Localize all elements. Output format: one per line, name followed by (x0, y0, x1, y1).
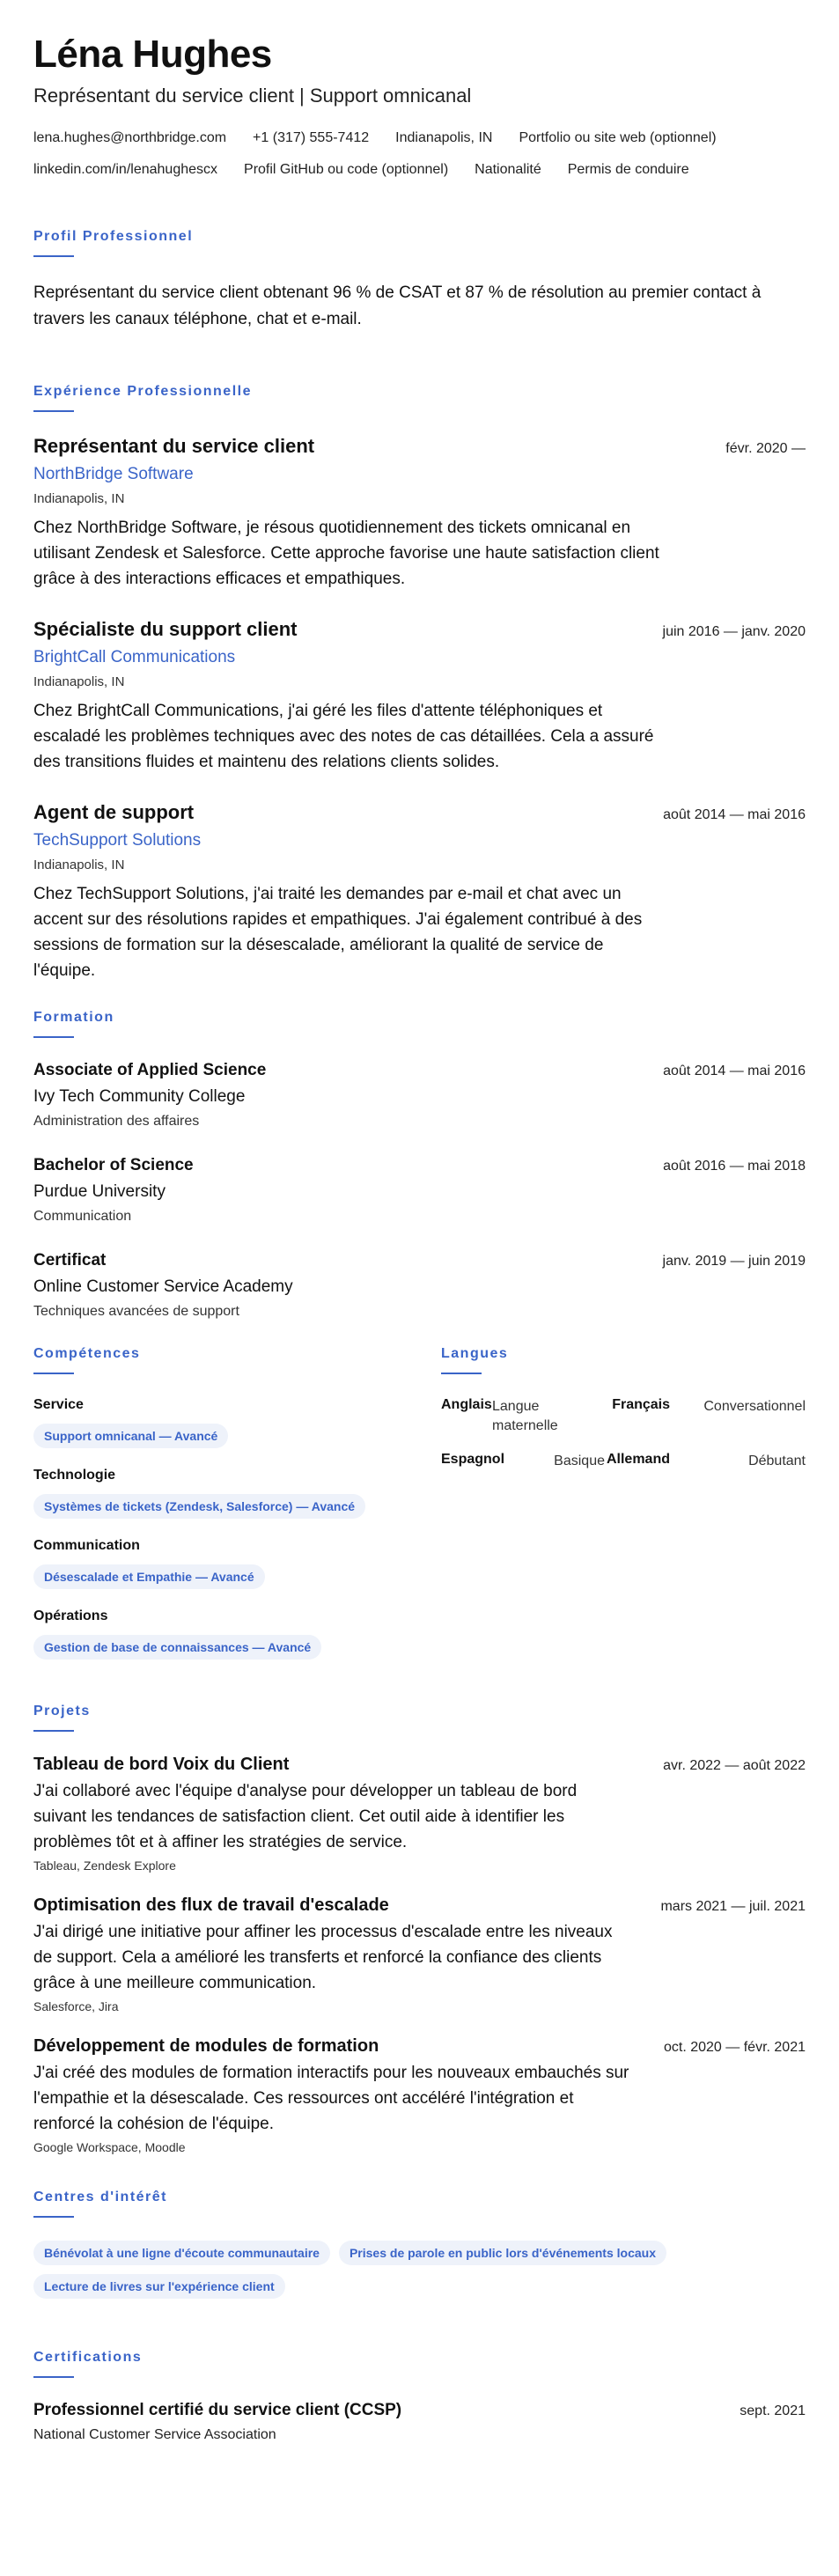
skill-group (33, 1608, 403, 1660)
contact-phone[interactable]: +1 (317) 555-7412 (253, 130, 370, 146)
school-name: Ivy Tech Community College (33, 1087, 246, 1107)
resume-header (33, 33, 806, 178)
project-tech: Tableau, Zendesk Explore (33, 1858, 176, 1873)
job-role: Agent de support (33, 801, 195, 824)
school-name: Purdue University (33, 1182, 166, 1202)
language-name: Espagnol (441, 1452, 505, 1468)
degree-date: août 2014 — mai 2016 (663, 1064, 806, 1079)
interest-chip: Lecture de livres sur l'expérience client (33, 2274, 285, 2299)
job-date: févr. 2020 — (725, 441, 806, 457)
certifications-section (33, 2350, 806, 2443)
section-divider (33, 1373, 74, 1374)
language-name: Allemand (606, 1452, 670, 1468)
study-field: Communication (33, 1209, 132, 1225)
skills-languages-section (33, 1346, 806, 1660)
job-location: Indianapolis, IN (33, 857, 125, 873)
skill-category: Communication (33, 1538, 140, 1554)
candidate-name: Léna Hughes (33, 33, 272, 76)
job-location: Indianapolis, IN (33, 491, 125, 507)
degree-title: Bachelor of Science (33, 1156, 194, 1175)
experience-entry (33, 435, 806, 592)
project-description: J'ai collaboré avec l'équipe d'analyse pour développer un tableau de bord suivant les tendances de satisfaction client. Cet outil aide à identifier les problèmes tôt et à affiner les stratégies de service. (33, 1782, 578, 1852)
skill-category: Opérations (33, 1608, 108, 1624)
contact-github[interactable]: Profil GitHub ou code (optionnel) (244, 162, 449, 178)
experience-section (33, 384, 806, 983)
skill-group (33, 1468, 403, 1519)
skill-chip: Gestion de base de connaissances — Avancé (33, 1635, 321, 1660)
job-location: Indianapolis, IN (33, 674, 125, 690)
contact-email[interactable]: lena.hughes@northbridge.com (33, 130, 227, 146)
skill-category: Service (33, 1397, 84, 1413)
certification-date: sept. 2021 (740, 2403, 806, 2419)
project-title: Tableau de bord Voix du Client (33, 1755, 290, 1775)
education-entry (33, 1061, 806, 1130)
job-role: Représentant du service client (33, 435, 315, 458)
project-date: avr. 2022 — août 2022 (663, 1758, 806, 1774)
language-level: Débutant (748, 1454, 806, 1469)
section-title: Projets (33, 1704, 91, 1719)
section-divider (441, 1373, 482, 1374)
contact-location: Indianapolis, IN (395, 130, 493, 146)
language-level: Langue maternelle (492, 1399, 558, 1434)
project-description: J'ai créé des modules de formation interactifs pour les nouveaux embauchés sur l'empathie et la désescalade. Ces ressources ont accéléré l'intégration et renforcé la cohésion de l'équipe. (33, 2064, 629, 2134)
project-tech: Salesforce, Jira (33, 1999, 119, 2014)
degree-title: Certificat (33, 1251, 107, 1270)
skill-chip: Systèmes de tickets (Zendesk, Salesforce) — Avancé (33, 1494, 365, 1519)
section-title: Centres d'intérêt (33, 2190, 167, 2205)
contact-list (33, 130, 806, 178)
job-company[interactable]: TechSupport Solutions (33, 831, 202, 850)
certification-name: Professionnel certifié du service client (CCSP) (33, 2401, 402, 2420)
section-title: Langues (441, 1346, 509, 1362)
section-title: Formation (33, 1010, 114, 1026)
degree-date: janv. 2019 — juin 2019 (662, 1254, 806, 1270)
section-divider (33, 255, 74, 257)
interests-section (33, 2190, 806, 2299)
certification-org: National Customer Service Association (33, 2427, 276, 2443)
job-company[interactable]: BrightCall Communications (33, 648, 236, 667)
profile-section (33, 229, 806, 333)
section-divider (33, 1730, 74, 1732)
experience-entry (33, 618, 806, 775)
language-name: Français (612, 1397, 670, 1413)
certification-entry (33, 2401, 806, 2443)
language-name: Anglais (441, 1397, 492, 1413)
project-entry (33, 2036, 806, 2154)
section-title: Certifications (33, 2350, 143, 2366)
section-divider (33, 2376, 74, 2378)
section-divider (33, 1036, 74, 1038)
project-date: oct. 2020 — févr. 2021 (664, 2040, 806, 2056)
contact-linkedin[interactable]: linkedin.com/in/lenahughescx (33, 162, 218, 178)
interests-list (33, 2241, 806, 2299)
project-entry (33, 1895, 806, 2013)
skills-column (33, 1346, 403, 1660)
degree-date: août 2016 — mai 2018 (663, 1159, 806, 1174)
job-date: août 2014 — mai 2016 (663, 807, 806, 823)
section-divider (33, 410, 74, 412)
section-title: Expérience Professionnelle (33, 384, 252, 400)
study-field: Administration des affaires (33, 1114, 200, 1130)
project-entry (33, 1755, 806, 1873)
candidate-title: Représentant du service client | Support omnicanal (33, 85, 472, 107)
skill-category: Technologie (33, 1468, 116, 1483)
section-title: Profil Professionnel (33, 229, 194, 245)
job-role: Spécialiste du support client (33, 618, 298, 641)
contact-nationality: Nationalité (475, 162, 541, 178)
degree-title: Associate of Applied Science (33, 1061, 267, 1080)
language-level: Conversationnel (703, 1399, 806, 1415)
section-divider (33, 2216, 74, 2218)
education-entry (33, 1251, 806, 1320)
contact-license: Permis de conduire (567, 162, 689, 178)
languages-column (441, 1346, 806, 1660)
project-tech: Google Workspace, Moodle (33, 2140, 186, 2155)
job-description: Chez BrightCall Communications, j'ai géré les files d'attente téléphoniques et escaladé les problèmes techniques avec des notes de cas détaillées. Cela a assuré des transitions fluides et maintenu des relations clients solides. (33, 702, 654, 772)
section-title: Compétences (33, 1346, 141, 1362)
skill-group (33, 1538, 403, 1589)
education-entry (33, 1156, 806, 1225)
interest-chip: Bénévolat à une ligne d'écoute communautaire (33, 2241, 330, 2265)
school-name: Online Customer Service Academy (33, 1277, 293, 1297)
skill-chip: Désescalade et Empathie — Avancé (33, 1564, 265, 1589)
education-section (33, 1010, 806, 1320)
profile-summary: Représentant du service client obtenant 96 % de CSAT et 87 % de résolution au premier contact à travers les canaux téléphone, chat et e-mail. (33, 283, 762, 329)
project-description: J'ai dirigé une initiative pour affiner les processus d'escalade entre les niveaux de support. Cela a amélioré les transferts et renforcé la confiance des clients grâce à une meilleure communication. (33, 1923, 613, 1993)
job-description: Chez NorthBridge Software, je résous quotidiennement des tickets omnicanal en utilisant Zendesk et Salesforce. Cette approche favorise une haute satisfaction client grâce à des interactions efficaces et empathiques. (33, 519, 659, 589)
project-title: Optimisation des flux de travail d'escalade (33, 1895, 389, 1916)
language-level: Basique (554, 1454, 605, 1469)
languages-grid (441, 1397, 806, 1471)
project-date: mars 2021 — juil. 2021 (660, 1899, 806, 1915)
experience-entry (33, 801, 806, 983)
study-field: Techniques avancées de support (33, 1304, 239, 1320)
job-date: juin 2016 — janv. 2020 (662, 624, 806, 640)
project-title: Développement de modules de formation (33, 2036, 379, 2057)
job-description: Chez TechSupport Solutions, j'ai traité les demandes par e-mail et chat avec un accent sur des résolutions rapides et empathiques. J'ai également contribué à des sessions de formation sur la désescalade, améliorant la qualité de service de l'équipe. (33, 885, 643, 981)
projects-section (33, 1704, 806, 2154)
interest-chip: Prises de parole en public lors d'événements locaux (339, 2241, 666, 2265)
job-company[interactable]: NorthBridge Software (33, 465, 194, 484)
skill-chip: Support omnicanal — Avancé (33, 1424, 228, 1448)
contact-portfolio[interactable]: Portfolio ou site web (optionnel) (519, 130, 717, 146)
skill-group (33, 1397, 403, 1448)
